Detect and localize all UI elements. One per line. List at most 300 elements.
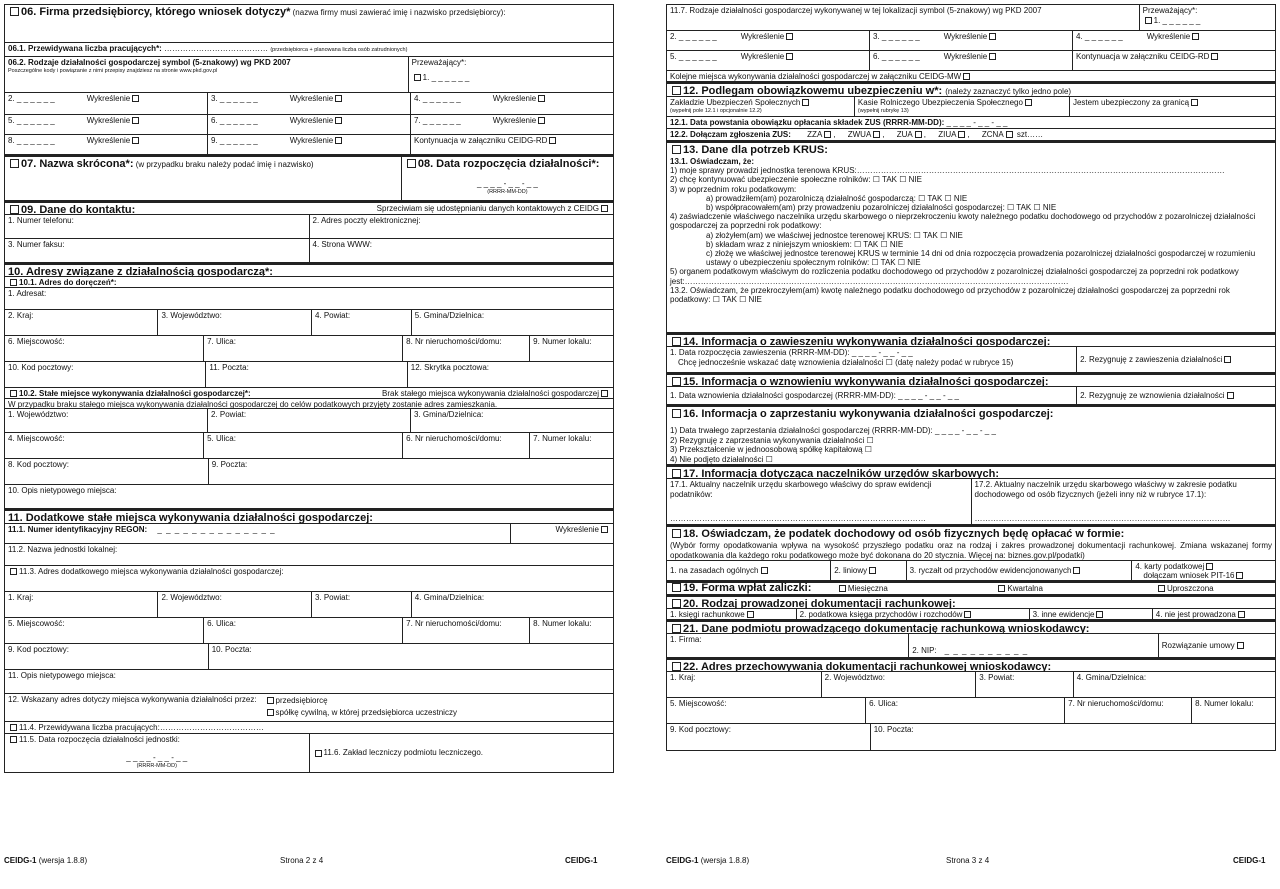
- removal-checkbox[interactable]: [132, 137, 139, 144]
- section-15-header: [667, 373, 1275, 387]
- section-13-title: 13. Dane dla potrzeb KRUS:: [683, 144, 828, 156]
- country-field[interactable]: 2. Kraj:: [5, 310, 158, 335]
- krus-item: b) współpracowałem(am) przy prowadzeniu pozarolniczej działalności gospodarczej: ☐ TAK ☐ NIE: [706, 203, 1057, 213]
- extra-postcode-field[interactable]: 9. Kod pocztowy:: [5, 644, 209, 669]
- entrepreneur-checkbox[interactable]: [267, 697, 274, 704]
- pkd-field[interactable]: 4. _ _ _ _ _ _: [1076, 32, 1123, 41]
- start-11-5-row: [5, 734, 613, 772]
- start-date-field[interactable]: _ _ _ _ - _ _ - _ _: [476, 179, 538, 188]
- pkd-field[interactable]: 8. _ _ _ _ _ _: [8, 136, 55, 145]
- footer-form-right: CEIDG-1: [565, 856, 598, 865]
- zus-12-1-label: 12.1. Data powstania obowiązku opłacania składek ZUS (RRRR-MM-DD):: [670, 118, 945, 127]
- section-18-title: 18. Oświadczam, że podatek dochodowy od osób fizycznych będę opłacać w formie:: [683, 528, 1125, 540]
- address-10-2-header: [5, 388, 613, 399]
- medical-label: 11.6. Zakład leczniczy podmiotu leczniczego.: [323, 748, 483, 757]
- section-07-note: (w przypadku braku należy podać imię i nazwisko): [135, 160, 314, 169]
- zus-12-1-field[interactable]: _ _ _ _ - _ _ - _ _: [946, 118, 1008, 127]
- krus-item: 3) w poprzednim roku podatkowym:: [670, 184, 797, 194]
- indicated-label: 12. Wskazany adres dotyczy miejsca wykonywania działalności przez:: [8, 695, 257, 704]
- resign-suspension-checkbox[interactable]: [1224, 356, 1231, 363]
- tax-lump-sum-checkbox[interactable]: [1073, 567, 1080, 574]
- address-10-2-checkbox[interactable]: [10, 390, 17, 397]
- address-10-2-title: 10.2. Stałe miejsce wykonywania działalności gospodarczej*:: [19, 389, 251, 398]
- po-box-field[interactable]: 12. Skrytka pocztowa:: [410, 363, 490, 372]
- krus-item: 1) moje sprawy prowadzi jednostka terenowa KRUS:…………………………………………………………………………………………………………………………: [670, 166, 1225, 176]
- ziua-label: ZIUA: [938, 130, 957, 139]
- storage-town-field[interactable]: 5. Miejscowość:: [667, 698, 866, 723]
- employees-11-4-label: 11.4. Przewidywana liczba pracujących:: [19, 723, 160, 732]
- cessation-item: 2) Rezygnuję z zaprzestania wykonywania działalności ☐: [670, 435, 874, 445]
- continuation-checkbox[interactable]: [1211, 53, 1218, 60]
- continuation-label: Kontynuacja w załączniku CEIDG-RD: [1076, 52, 1210, 61]
- removal-label: Wykreślenie: [86, 116, 131, 125]
- pkd-11-7-title: 11.7. Rodzaje działalności gospodarczej wykonywanej w tej lokalizacji symbol (5-znakowy) wg PKD 2007: [670, 6, 1042, 15]
- zwua-label: ZWUA: [847, 130, 872, 139]
- footer-version: (wersja 1.8.8): [700, 856, 750, 865]
- pkd-field[interactable]: 5. _ _ _ _ _ _: [8, 116, 55, 125]
- resumption-row: [667, 387, 1275, 405]
- address-10-1-header: [5, 277, 613, 288]
- pkd-field[interactable]: 4. _ _ _ _ _ _: [414, 94, 461, 103]
- addressee-field[interactable]: 1. Adresat:: [8, 289, 47, 298]
- ziua-checkbox[interactable]: [958, 131, 965, 138]
- tax-office-17-1-field[interactable]: ……………………………………………………………………………………: [670, 513, 926, 523]
- krus-label: Kasie Rolniczego Ubezpieczenia Społecznego: [857, 98, 1023, 107]
- pkd-11-7-row-1: [667, 31, 1275, 51]
- removal-label: Wykreślenie: [1146, 32, 1191, 41]
- footer-page-number: Strona 2 z 4: [280, 856, 324, 865]
- section-07-title: 07. Nazwa skrócona*:: [21, 158, 134, 170]
- krus-item: b) składam wraz z niniejszym wnioskiem: ☐ TAK ☐ NIE: [706, 239, 904, 249]
- section-20-checkbox[interactable]: [672, 599, 681, 608]
- resign-suspension-label: 2. Rezygnuję z zawieszenia działalności: [1080, 354, 1223, 364]
- zus-12-2-row: 12.2. Dołączam zgłoszenia ZUS: ZZA , ZWUA , ZUA , ZIUA , ZCNA szt……: [667, 129, 1275, 141]
- predominant-label: Przeważający*:: [411, 58, 467, 67]
- tax-office-17-2-field[interactable]: ……………………………………………………………………………………: [974, 513, 1231, 523]
- tax-form-options: [667, 561, 1275, 581]
- pit16-label: dołączam wniosek PIT-16: [1143, 571, 1235, 580]
- resumption-date-option: Chcę jednocześnie wskazać datę wznowienia działalności ☐ (datę należy podać w rubryce 15): [678, 358, 1014, 367]
- section-11-title: 11. Dodatkowe stałe miejsca wykonywania działalności gospodarczej:: [8, 512, 373, 523]
- krus-item: a) złożyłem(am) we właściwej jednostce terenowej KRUS: ☐ TAK ☐ NIE: [706, 230, 963, 240]
- indicated-row: [5, 694, 613, 722]
- advance-monthly-checkbox[interactable]: [839, 585, 846, 592]
- pkd-field[interactable]: 6. _ _ _ _ _ _: [211, 116, 258, 125]
- section-18-note: (Wybór formy opodatkowania wpływa na wysokość przyszłego podatku oraz na rodzaj i zakres prowadzonej dokumentacji rachunkowej. Zmiana wskazanej formy opodatkowania dla każdego roku podatkowego może być dokonana do 20 stycznia. Więcej na: biznes.gov.pl/podatki): [670, 541, 1272, 560]
- pkd-1-checkbox[interactable]: [414, 74, 421, 81]
- pkd-row-2: [5, 115, 613, 135]
- section-20-title: 20. Rodzaj prowadzonej dokumentacji rachunkowej:: [683, 598, 956, 608]
- pkd-field[interactable]: 2. _ _ _ _ _ _: [8, 94, 55, 103]
- start-11-5-format: (RRRR-MM-DD): [136, 763, 177, 769]
- section-12-header: [667, 82, 1275, 97]
- business-postcode-field[interactable]: 8. Kod pocztowy:: [5, 459, 209, 484]
- other-records-checkbox[interactable]: [1096, 611, 1103, 618]
- zus-12-1-row: [667, 117, 1275, 129]
- krus-item: 4) zaświadczenie właściwego naczelnika urzędu skarbowego o nieprzekroczeniu kwoty należnego podatku dochodowego od przychodów z pozarolniczej działalności gospodarczej za poprzedni rok podatkowy:: [670, 212, 1256, 231]
- addr-11-3-header: [5, 566, 613, 592]
- zus-label: Zakładzie Ubezpieczeń Społecznych: [670, 98, 801, 107]
- insurance-options: [667, 97, 1275, 117]
- section-09-checkbox[interactable]: [10, 205, 19, 214]
- zua-checkbox[interactable]: [915, 131, 922, 138]
- removal-checkbox[interactable]: [335, 95, 342, 102]
- section-13: [667, 141, 1275, 333]
- section-17-header: [667, 465, 1275, 479]
- section-16-checkbox[interactable]: [672, 409, 681, 418]
- contact-row-1: [5, 215, 613, 239]
- section-21-checkbox[interactable]: [672, 624, 681, 633]
- footer-form-id: CEIDG-1: [666, 856, 699, 865]
- business-house-field[interactable]: 6. Nr nieruchomości/domu:: [403, 433, 530, 458]
- extra-commune-field[interactable]: 4. Gmina/Dzielnica:: [414, 593, 485, 602]
- no-fixed-place-note: W przypadku braku stałego miejsca wykonywania działalności gospodarczej do celów podatkowych przyjęty zostanie adres zamieszkania.: [8, 400, 498, 408]
- addr-11-3-checkbox[interactable]: [10, 568, 17, 575]
- extra-house-field[interactable]: 7. Nr nieruchomości/domu:: [403, 618, 530, 643]
- section-09-title: 09. Dane do kontaktu:: [21, 204, 136, 214]
- removal-label: Wykreślenie: [740, 52, 785, 61]
- not-kept-label: 4. nie jest prowadzona: [1155, 610, 1236, 619]
- business-flat-field[interactable]: 7. Numer lokalu:: [533, 434, 592, 443]
- accounts-books-checkbox[interactable]: [747, 611, 754, 618]
- revenue-book-checkbox[interactable]: [964, 611, 971, 618]
- krus-item: c) złożę we właściwej jednostce terenowej KRUS w terminie 14 dni od dnia rozpoczęcia prowadzenia pozarolniczej działalności gospodarczej w rozumieniu ustawy o ubezpieczeniu społecznym rolników: ☐ TAK ☐ NIE: [706, 249, 1256, 268]
- commune-field[interactable]: 5. Gmina/Dzielnica:: [414, 311, 485, 320]
- business-commune-field[interactable]: 3. Gmina/Dzielnica:: [414, 410, 484, 419]
- field-06-2-label: 06.2. Rodzaje działalności gospodarczej symbol (5-znakowy) wg PKD 2007: [8, 58, 291, 67]
- storage-flat-field[interactable]: 8. Numer lokalu:: [1195, 699, 1254, 708]
- business-address-row-2: [5, 433, 613, 459]
- footer-form-3: [666, 856, 749, 866]
- partnership-checkbox[interactable]: [267, 709, 274, 716]
- voivodeship-field[interactable]: 3. Województwo:: [158, 310, 311, 335]
- pkd-field[interactable]: 3. _ _ _ _ _ _: [873, 32, 920, 41]
- resign-resumption-checkbox[interactable]: [1227, 392, 1234, 399]
- business-description-field[interactable]: 10. Opis nietypowego miejsca:: [8, 486, 117, 495]
- removal-checkbox[interactable]: [786, 33, 793, 40]
- street-field[interactable]: 7. Ulica:: [204, 336, 403, 361]
- pkd-field[interactable]: 5. _ _ _ _ _ _: [670, 52, 717, 61]
- zza-checkbox[interactable]: [824, 131, 831, 138]
- removal-label: Wykreślenie: [86, 136, 131, 145]
- addr-11-desc-row: [5, 670, 613, 694]
- pkd-field[interactable]: 9. _ _ _ _ _ _: [211, 136, 258, 145]
- storage-voivodeship-field[interactable]: 2. Województwo:: [822, 672, 977, 697]
- footer-form-2: [4, 856, 87, 866]
- post-office-field[interactable]: 11. Poczta:: [206, 362, 407, 387]
- section-18-checkbox[interactable]: [672, 529, 681, 538]
- field-06-1-label: 06.1. Przewidywana liczba pracujących*:: [8, 44, 162, 53]
- section-10-title: 10. Adresy związane z działalnością gospodarczą*:: [8, 266, 273, 276]
- section-22-title: 22. Adres przechowywania dokumentacji rachunkowej wnioskodawcy:: [683, 661, 1052, 671]
- addressee-row: [5, 288, 613, 310]
- start-11-5-checkbox[interactable]: [10, 736, 17, 743]
- county-field[interactable]: 4. Powiat:: [312, 310, 412, 335]
- storage-row-3: [667, 724, 1275, 750]
- field-06-1-dots: …………………………………: [164, 44, 269, 53]
- page-3-frame: [666, 4, 1276, 751]
- start-11-5-field[interactable]: _ _ _ _ - _ _ - _ _: [126, 753, 188, 762]
- advance-monthly-label: Miesięczna: [847, 583, 888, 593]
- employees-11-4-row: [5, 722, 613, 734]
- business-address-row-3: [5, 459, 613, 485]
- section-21-title: 21. Dane podmiotu prowadzącego dokumentację rachunkową wnioskodawcy:: [683, 623, 1090, 633]
- tax-general-checkbox[interactable]: [761, 567, 768, 574]
- section-15-checkbox[interactable]: [672, 377, 681, 386]
- abroad-checkbox[interactable]: [1191, 99, 1198, 106]
- removal-checkbox[interactable]: [335, 137, 342, 144]
- entrepreneur-label: przedsiębiorcę: [275, 696, 328, 705]
- pit16-checkbox[interactable]: [1236, 572, 1243, 579]
- pkd-11-7-1-field[interactable]: 1. _ _ _ _ _ _: [1153, 16, 1201, 25]
- contract-termination-checkbox[interactable]: [1237, 642, 1244, 649]
- business-town-field[interactable]: 4. Miejscowość:: [5, 433, 204, 458]
- storage-postcode-field[interactable]: 9. Kod pocztowy:: [667, 724, 871, 750]
- section-22-checkbox[interactable]: [672, 662, 681, 671]
- removal-checkbox[interactable]: [989, 33, 996, 40]
- footer-form-right: CEIDG-1: [1233, 856, 1266, 865]
- suspension-date-field[interactable]: 1. Data rozpoczęcia zawieszenia (RRRR-MM-DD): _ _ _ _ - _ _ - _ _: [670, 348, 913, 357]
- removal-label: Wykreślenie: [289, 94, 334, 103]
- postcode-field[interactable]: 10. Kod pocztowy:: [5, 362, 206, 387]
- section-12-checkbox[interactable]: [672, 86, 681, 95]
- extra-post-field[interactable]: 10. Poczta:: [211, 645, 252, 654]
- advance-simplified-checkbox[interactable]: [1158, 585, 1165, 592]
- section-08-checkbox[interactable]: [407, 159, 416, 168]
- extra-description-field[interactable]: 11. Opis nietypowego miejsca:: [8, 671, 116, 680]
- email-field[interactable]: 2. Adres poczty elektronicznej:: [312, 216, 421, 225]
- storage-country-field[interactable]: 1. Kraj:: [667, 672, 822, 697]
- extra-country-field[interactable]: 1. Kraj:: [5, 592, 158, 617]
- contract-termination-label: Rozwiązanie umowy: [1161, 640, 1235, 650]
- removal-label: Wykreślenie: [943, 52, 988, 61]
- footer-version: (wersja 1.8.8): [38, 856, 88, 865]
- section-13-checkbox[interactable]: [672, 145, 681, 154]
- flat-number-field[interactable]: 9. Numer lokalu:: [533, 337, 592, 346]
- addr-11-row-2: [5, 618, 613, 644]
- address-10-1-checkbox[interactable]: [10, 279, 17, 286]
- section-21-header: [667, 620, 1275, 634]
- removal-checkbox[interactable]: [989, 53, 996, 60]
- removal-checkbox[interactable]: [538, 95, 545, 102]
- tax-offices-row: [667, 479, 1275, 525]
- town-field[interactable]: 6. Miejscowość:: [5, 336, 204, 361]
- business-desc-row: [5, 485, 613, 509]
- section-07-08: [5, 155, 613, 201]
- suspension-row: [667, 347, 1275, 373]
- regon-label: 11.1. Numer identyfikacyjny REGON:: [8, 525, 148, 534]
- pkd-row-1: [5, 93, 613, 115]
- regon-row: [5, 524, 613, 544]
- business-address-row-1: [5, 409, 613, 433]
- removal-label: Wykreślenie: [289, 116, 334, 125]
- szt-field[interactable]: szt……: [1016, 130, 1044, 139]
- extra-flat-field[interactable]: 8. Numer lokalu:: [533, 619, 592, 628]
- zcna-label: ZCNA: [981, 130, 1004, 139]
- extra-street-field[interactable]: 6. Ulica:: [204, 618, 403, 643]
- accountant-nip-field[interactable]: _ _ _ _ _ _ _ _ _ _: [944, 646, 1029, 655]
- zus-12-2-label: 12.2. Dołączam zgłoszenia ZUS:: [670, 130, 791, 139]
- more-places-checkbox[interactable]: [963, 73, 970, 80]
- advance-simplified-label: Uproszczona: [1166, 583, 1214, 593]
- pkd-field[interactable]: 2. _ _ _ _ _ _: [670, 32, 717, 41]
- removal-checkbox[interactable]: [335, 117, 342, 124]
- business-street-field[interactable]: 5. Ulica:: [204, 433, 403, 458]
- removal-checkbox[interactable]: [132, 117, 139, 124]
- pkd-11-7-row-2: [667, 51, 1275, 71]
- section-06-note: (nazwa firmy musi zawierać imię i nazwisko przedsiębiorcy):: [292, 8, 506, 17]
- advance-quarterly-checkbox[interactable]: [998, 585, 1005, 592]
- regon-removal-checkbox[interactable]: [601, 526, 608, 533]
- section-16: [667, 405, 1275, 465]
- partnership-label: spółkę cywilną, w której przedsiębiorca uczestniczy: [275, 708, 457, 717]
- removal-checkbox[interactable]: [786, 53, 793, 60]
- address-10-1-title: 10.1. Adres do doręczeń*:: [19, 278, 117, 287]
- pkd-row-3: [5, 135, 613, 155]
- pkd-field[interactable]: 6. _ _ _ _ _ _: [873, 52, 920, 61]
- accountant-row: [667, 634, 1275, 658]
- contact-row-2: [5, 239, 613, 263]
- storage-county-field[interactable]: 3. Powiat:: [976, 672, 1073, 697]
- footer-page-number: Strona 3 z 4: [946, 856, 990, 865]
- employees-11-4-field[interactable]: …………………………………: [159, 723, 264, 732]
- section-07-checkbox[interactable]: [10, 159, 19, 168]
- no-fixed-place-checkbox[interactable]: [601, 390, 608, 397]
- section-11-header: [5, 509, 613, 524]
- abroad-label: Jestem ubezpieczony za granicą: [1072, 98, 1190, 107]
- tax-general-label: 1. na zasadach ogólnych: [670, 565, 759, 575]
- medical-checkbox[interactable]: [315, 750, 322, 757]
- section-17-checkbox[interactable]: [672, 469, 681, 478]
- business-voivodeship-field[interactable]: 1. Województwo:: [5, 409, 208, 432]
- regon-removal-label: Wykreślenie: [555, 525, 599, 534]
- section-14-checkbox[interactable]: [672, 337, 681, 346]
- other-records-label: 3. inne ewidencje: [1032, 610, 1095, 619]
- tax-linear-checkbox[interactable]: [869, 567, 876, 574]
- accounts-books-label: 1. księgi rachunkowe: [670, 610, 745, 619]
- tax-office-17-1-label: 17.1. Aktualny naczelnik urzędu skarbowego właściwy do spraw ewidencji podatników:: [670, 480, 932, 499]
- contact-objection-checkbox[interactable]: [601, 205, 608, 212]
- removal-label: Wykreślenie: [943, 32, 988, 41]
- cessation-item: 4) Nie podjęto działalności ☐: [670, 454, 773, 464]
- storage-commune-field[interactable]: 4. Gmina/Dzielnica:: [1076, 673, 1147, 682]
- www-field[interactable]: 4. Strona WWW:: [312, 240, 372, 249]
- resign-resumption-label: 2. Rezygnuję ze wznowienia działalności: [1080, 390, 1225, 400]
- storage-street-field[interactable]: 6. Ulica:: [866, 698, 1065, 723]
- removal-label: Wykreślenie: [740, 32, 785, 41]
- section-18: [667, 525, 1275, 561]
- section-09-header: [5, 201, 613, 215]
- more-places-label: Kolejne miejsca wykonywania działalności gospodarczej w załączniku CEIDG-MW: [670, 72, 962, 81]
- continuation-label: Kontynuacja w załączniku CEIDG-RD: [414, 136, 548, 145]
- phone-field[interactable]: 1. Numer telefonu:: [5, 215, 310, 238]
- tax-card-checkbox[interactable]: [1206, 563, 1213, 570]
- not-kept-checkbox[interactable]: [1238, 611, 1245, 618]
- address-row-2: [5, 336, 613, 362]
- pkd-11-7-1-checkbox[interactable]: [1145, 17, 1152, 24]
- start-date-format: (RRRR-MM-DD): [487, 189, 528, 195]
- tax-linear-label: 2. liniowy: [834, 565, 868, 575]
- pkd-field[interactable]: 7. _ _ _ _ _ _: [414, 116, 461, 125]
- business-county-field[interactable]: 2. Powiat:: [208, 409, 411, 432]
- employees-11-4-checkbox[interactable]: [10, 724, 17, 731]
- section-15-title: 15. Informacja o wznowieniu wykonywania działalności gospodarczej:: [683, 376, 1049, 386]
- extra-voivodeship-field[interactable]: 2. Województwo:: [158, 592, 311, 617]
- storage-house-field[interactable]: 7. Nr nieruchomości/domu:: [1065, 698, 1192, 723]
- removal-label: Wykreślenie: [492, 94, 537, 103]
- krus-checkbox[interactable]: [1025, 99, 1032, 106]
- address-row-3: [5, 362, 613, 388]
- section-06-title: 06. Firma przedsiębiorcy, którego wniosek dotyczy*: [21, 6, 291, 18]
- section-20-header: [667, 595, 1275, 609]
- field-06-1-note: (przedsiębiorca + planowana liczba osób zatrudnionych): [270, 47, 408, 53]
- extra-town-field[interactable]: 5. Miejscowość:: [5, 618, 204, 643]
- local-name-row: [5, 544, 613, 566]
- revenue-book-label: 2. podatkowa księga przychodów i rozchodów: [799, 610, 963, 619]
- removal-label: Wykreślenie: [492, 116, 537, 125]
- form-page-2: [4, 4, 614, 773]
- footer-form-id: CEIDG-1: [4, 856, 37, 865]
- section-14-header: [667, 333, 1275, 347]
- resumption-date-field[interactable]: 1. Data wznowienia działalności gospodarczej (RRRR-MM-DD): _ _ _ _ - _ _ - _ _: [667, 387, 1077, 404]
- extra-county-field[interactable]: 3. Powiat:: [312, 592, 412, 617]
- krus-item: 5) organem podatkowym właściwym do rozliczenia podatku dochodowego od przychodów z pozarolniczej działalności gospodarczej za poprzedni rok podatkowy jest:………………………………………………………………………………………………………………………………: [670, 267, 1239, 286]
- krus-declaration-label: 13.1. Oświadczam, że:: [670, 157, 755, 166]
- advance-quarterly-label: Kwartalna: [1007, 583, 1043, 593]
- no-fixed-place-label: Brak stałego miejsca wykonywania działalności gospodarczej: [382, 389, 599, 398]
- section-06-header: [5, 5, 613, 43]
- zus-checkbox[interactable]: [802, 99, 809, 106]
- section-06-checkbox[interactable]: [10, 7, 19, 16]
- removal-checkbox[interactable]: [538, 117, 545, 124]
- removal-label: Wykreślenie: [289, 136, 334, 145]
- zwua-checkbox[interactable]: [873, 131, 880, 138]
- section-12-note: (należy zaznaczyć tylko jedno pole): [945, 87, 1072, 96]
- storage-row-2: [667, 698, 1275, 724]
- field-06-2-sub: Poszczególne kody i powiązanie z nimi przepisy znajdziesz na stronie www.pkd.gov.pl: [8, 68, 218, 74]
- pkd-1-field[interactable]: 1. _ _ _ _ _ _: [422, 73, 470, 82]
- krus-item: 2) chcę kontynuować ubezpieczenie społeczne rolników: ☐ TAK ☐ NIE: [670, 175, 922, 185]
- field-06-2: [5, 57, 613, 93]
- form-page-3: [666, 4, 1276, 751]
- pkd-field[interactable]: 3. _ _ _ _ _ _: [211, 94, 258, 103]
- section-08-title: 08. Data rozpoczęcia działalności*:: [417, 158, 600, 170]
- regon-field[interactable]: _ _ _ _ _ _ _ _ _ _ _ _ _ _: [157, 525, 276, 534]
- section-19-title: 19. Forma wpłat zaliczki:: [683, 583, 812, 594]
- business-post-field[interactable]: 9. Poczta:: [211, 460, 248, 469]
- accountant-firm-field[interactable]: 1. Firma:: [667, 634, 909, 657]
- cessation-item: 1) Data trwałego zaprzestania działalności gospodarczej (RRRR-MM-DD): _ _ _ _ - _ _ - _ _: [670, 426, 996, 435]
- addr-11-row-3: [5, 644, 613, 670]
- house-number-field[interactable]: 8. Nr nieruchomości/domu:: [403, 336, 530, 361]
- zua-label: ZUA: [896, 130, 913, 139]
- section-22-header: [667, 658, 1275, 672]
- krus-note: (wypełnij rubrykę 13): [857, 108, 909, 114]
- removal-checkbox[interactable]: [132, 95, 139, 102]
- start-11-5-label: 11.5. Data rozpoczęcia działalności jednostki:: [19, 735, 180, 744]
- fax-field[interactable]: 3. Numer faksu:: [5, 239, 310, 262]
- removal-checkbox[interactable]: [1192, 33, 1199, 40]
- storage-post-field[interactable]: 10. Poczta:: [873, 725, 914, 734]
- zcna-checkbox[interactable]: [1006, 131, 1013, 138]
- addr-11-row-1: [5, 592, 613, 618]
- section-17-title: 17. Informacja dotycząca naczelników urzędów skarbowych:: [683, 468, 1000, 478]
- section-16-title: 16. Informacja o zaprzestaniu wykonywania działalności gospodarczej:: [683, 408, 1054, 420]
- continuation-checkbox[interactable]: [549, 137, 556, 144]
- removal-label: Wykreślenie: [86, 94, 131, 103]
- section-19-checkbox[interactable]: [672, 583, 681, 592]
- local-unit-name-field[interactable]: 11.2. Nazwa jednostki lokalnej:: [8, 545, 118, 554]
